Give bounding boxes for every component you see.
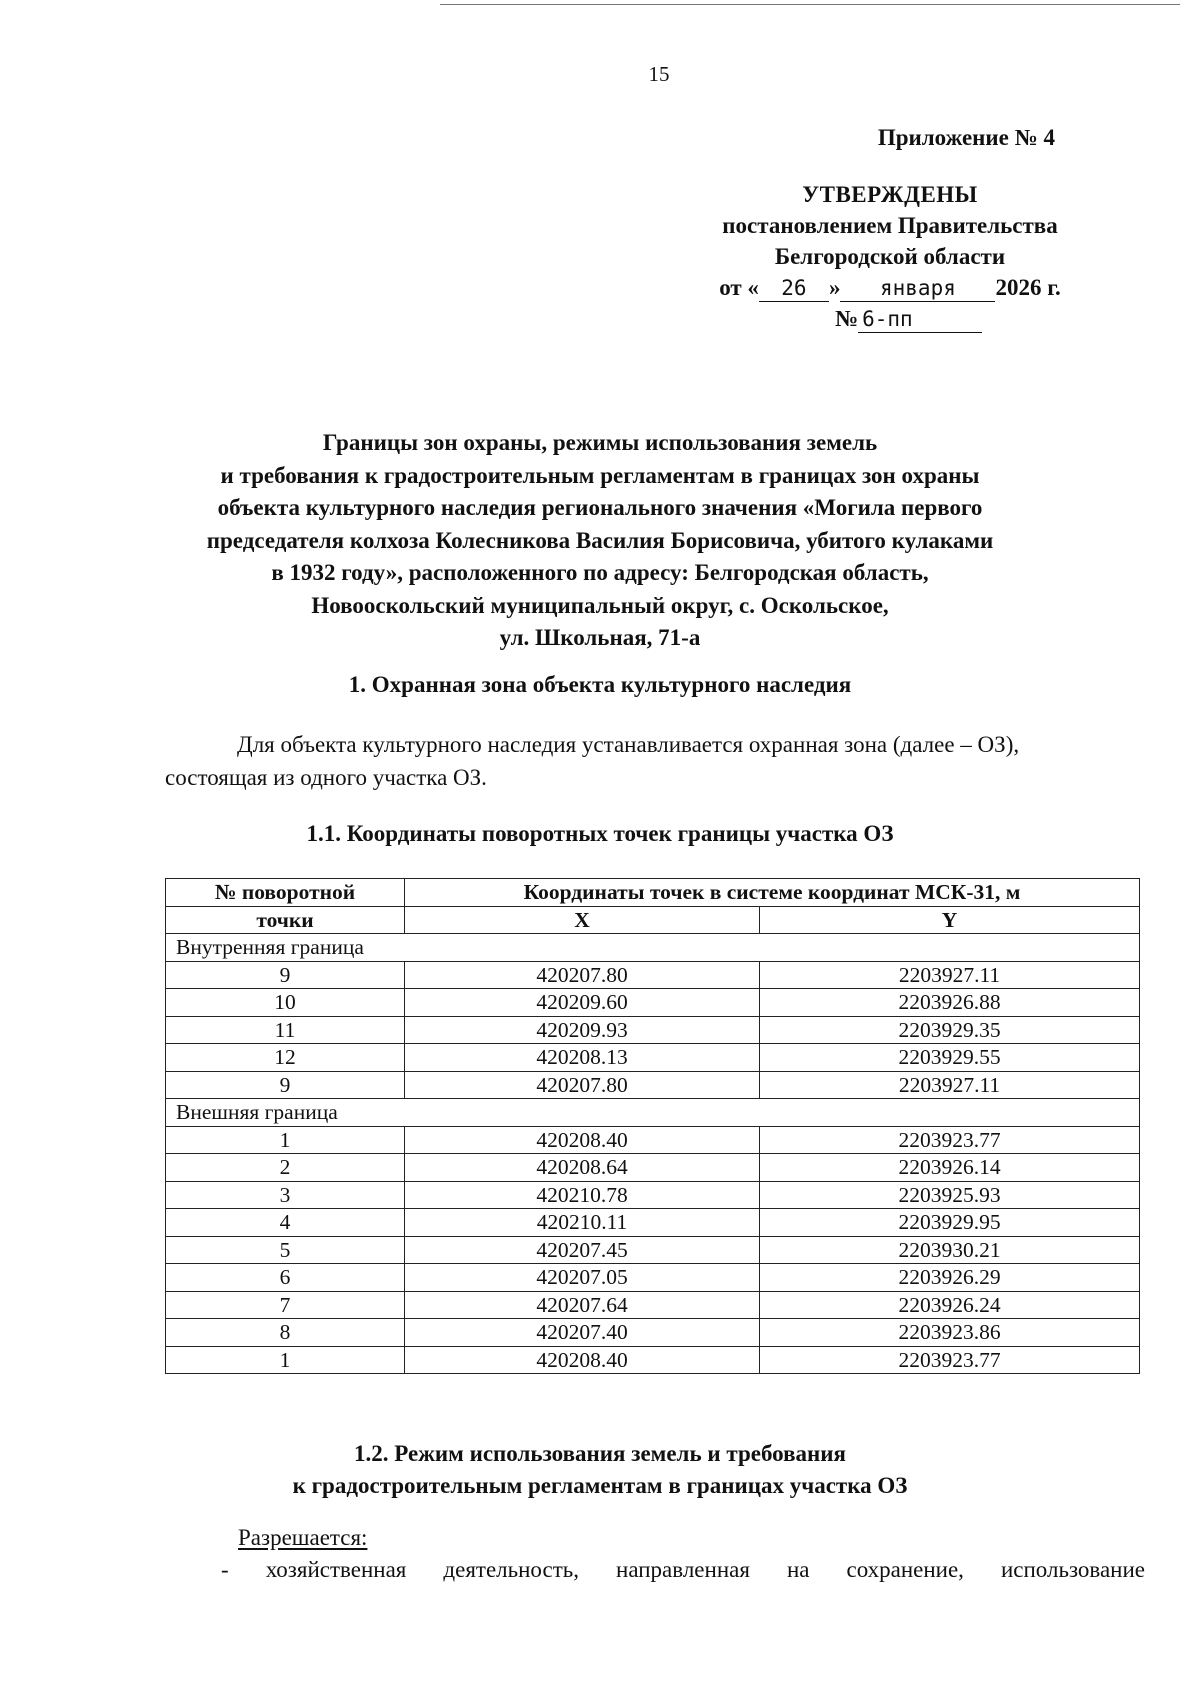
section-1-2-heading-line-1: 1.2. Режим использования земель и требования: [354, 1441, 846, 1466]
approval-number-line: [670, 303, 1110, 334]
y-cell: 2203930.21: [760, 1236, 1140, 1264]
x-cell: 420209.93: [405, 1016, 760, 1044]
title-line: объекта культурного наследия регионального значения «Могила первого: [217, 495, 983, 520]
point-cell: 9: [166, 1071, 405, 1099]
point-cell: 2: [166, 1154, 405, 1182]
group-label: Внешняя граница: [166, 1099, 1140, 1127]
title-line: и требования к градостроительным регламентам в границах зон охраны: [220, 462, 980, 488]
table-row: [166, 1126, 1140, 1154]
scan-top-rule: [440, 4, 1180, 5]
title-line: Границы зон охраны, режимы использования земель: [322, 430, 878, 455]
x-cell: 420208.40: [405, 1126, 760, 1154]
handwritten-month: января: [840, 275, 995, 302]
x-cell: 420210.78: [405, 1181, 760, 1209]
y-cell: 2203925.93: [760, 1181, 1140, 1209]
coordinates-table: [165, 878, 1140, 1374]
y-cell: 2203923.77: [760, 1126, 1140, 1154]
header-coordinates: Координаты точек в системе координат МСК-31, м: [405, 879, 1140, 907]
document-title: [130, 427, 1070, 655]
table-row: [166, 1346, 1140, 1374]
table-row: [166, 1264, 1140, 1292]
section-1-heading: 1. Охранная зона объекта культурного наследия: [348, 672, 852, 697]
header-y: Y: [760, 906, 1140, 934]
approved-by-line-1: постановлением Правительства: [722, 213, 1058, 238]
header-point-number: № поворотной: [166, 879, 405, 907]
x-cell: 420207.80: [405, 961, 760, 989]
point-cell: 6: [166, 1264, 405, 1292]
page-number: 15: [648, 62, 670, 86]
x-cell: 420207.45: [405, 1236, 760, 1264]
point-cell: 3: [166, 1181, 405, 1209]
table-group-row: [166, 1099, 1140, 1127]
section-1-2-heading: [130, 1438, 1070, 1502]
date-prefix: от «: [719, 275, 759, 300]
title-line: Новооскольский муниципальный округ, с. Оскольское,: [311, 592, 889, 618]
table-row: [166, 1044, 1140, 1072]
appendix-label: Приложение № 4: [877, 125, 1055, 150]
approval-block: [670, 122, 1110, 334]
point-cell: 12: [166, 1044, 405, 1072]
section-1-1-heading: 1.1. Координаты поворотных точек границы участка ОЗ: [306, 821, 894, 846]
table-row: [166, 1181, 1140, 1209]
table-group-row: [166, 934, 1140, 962]
y-cell: 2203926.29: [760, 1264, 1140, 1292]
x-cell: 420209.60: [405, 989, 760, 1017]
title-line: ул. Школьная, 71-а: [499, 625, 701, 650]
x-cell: 420208.40: [405, 1346, 760, 1374]
x-cell: 420208.13: [405, 1044, 760, 1072]
section-1-paragraph: [165, 728, 1145, 794]
table-row: [166, 1016, 1140, 1044]
y-cell: 2203923.77: [760, 1346, 1140, 1374]
table-row: [166, 989, 1140, 1017]
handwritten-day: 26: [759, 275, 829, 302]
point-cell: 10: [166, 989, 405, 1017]
group-label: Внутренняя граница: [166, 934, 1140, 962]
approved-label: УТВЕРЖДЕНЫ: [802, 182, 978, 207]
header-point-number-line-2: точки: [166, 906, 405, 934]
point-cell: 11: [166, 1016, 405, 1044]
table-row: [166, 1071, 1140, 1099]
handwritten-number: 6-пп: [858, 306, 982, 333]
table-row: [166, 961, 1140, 989]
x-cell: 420207.40: [405, 1319, 760, 1347]
y-cell: 2203929.95: [760, 1209, 1140, 1237]
date-year: 2026 г.: [995, 275, 1061, 300]
title-line: председателя колхоза Колесникова Василия Борисовича, убитого кулаками: [206, 527, 994, 553]
x-cell: 420207.80: [405, 1071, 760, 1099]
point-cell: 9: [166, 961, 405, 989]
y-cell: 2203929.55: [760, 1044, 1140, 1072]
paragraph-line-1: Для объекта культурного наследия устанавливается охранная зона (далее – ОЗ),: [237, 732, 1020, 757]
point-cell: 1: [166, 1126, 405, 1154]
table-row: [166, 1291, 1140, 1319]
date-quote-close: »: [828, 275, 841, 300]
bullet-item: - хозяйственная деятельность, направленная на сохранение, использование: [221, 1557, 1145, 1582]
x-cell: 420210.11: [405, 1209, 760, 1237]
y-cell: 2203929.35: [760, 1016, 1140, 1044]
table-row: [166, 1236, 1140, 1264]
title-line: в 1932 году», расположенного по адресу: Белгородская область,: [271, 560, 929, 585]
x-cell: 420207.64: [405, 1291, 760, 1319]
y-cell: 2203926.14: [760, 1154, 1140, 1182]
y-cell: 2203927.11: [760, 1071, 1140, 1099]
x-cell: 420207.05: [405, 1264, 760, 1292]
paragraph-line-2: состоящая из одного участка ОЗ.: [165, 765, 487, 790]
y-cell: 2203926.88: [760, 989, 1140, 1017]
point-cell: 8: [166, 1319, 405, 1347]
point-cell: 1: [166, 1346, 405, 1374]
header-x: X: [405, 906, 760, 934]
allowed-label: Разрешается:: [238, 1525, 368, 1550]
y-cell: 2203926.24: [760, 1291, 1140, 1319]
point-cell: 7: [166, 1291, 405, 1319]
y-cell: 2203927.11: [760, 961, 1140, 989]
table-row: [166, 1319, 1140, 1347]
point-cell: 4: [166, 1209, 405, 1237]
approval-date-line: [670, 272, 1110, 303]
x-cell: 420208.64: [405, 1154, 760, 1182]
table-row: [166, 1209, 1140, 1237]
approved-by-line-2: Белгородской области: [774, 244, 1006, 269]
table-row: [166, 1154, 1140, 1182]
section-1-2-heading-line-2: к градостроительным регламентам в границах участка ОЗ: [292, 1473, 908, 1498]
y-cell: 2203923.86: [760, 1319, 1140, 1347]
number-prefix: №: [835, 306, 859, 331]
point-cell: 5: [166, 1236, 405, 1264]
